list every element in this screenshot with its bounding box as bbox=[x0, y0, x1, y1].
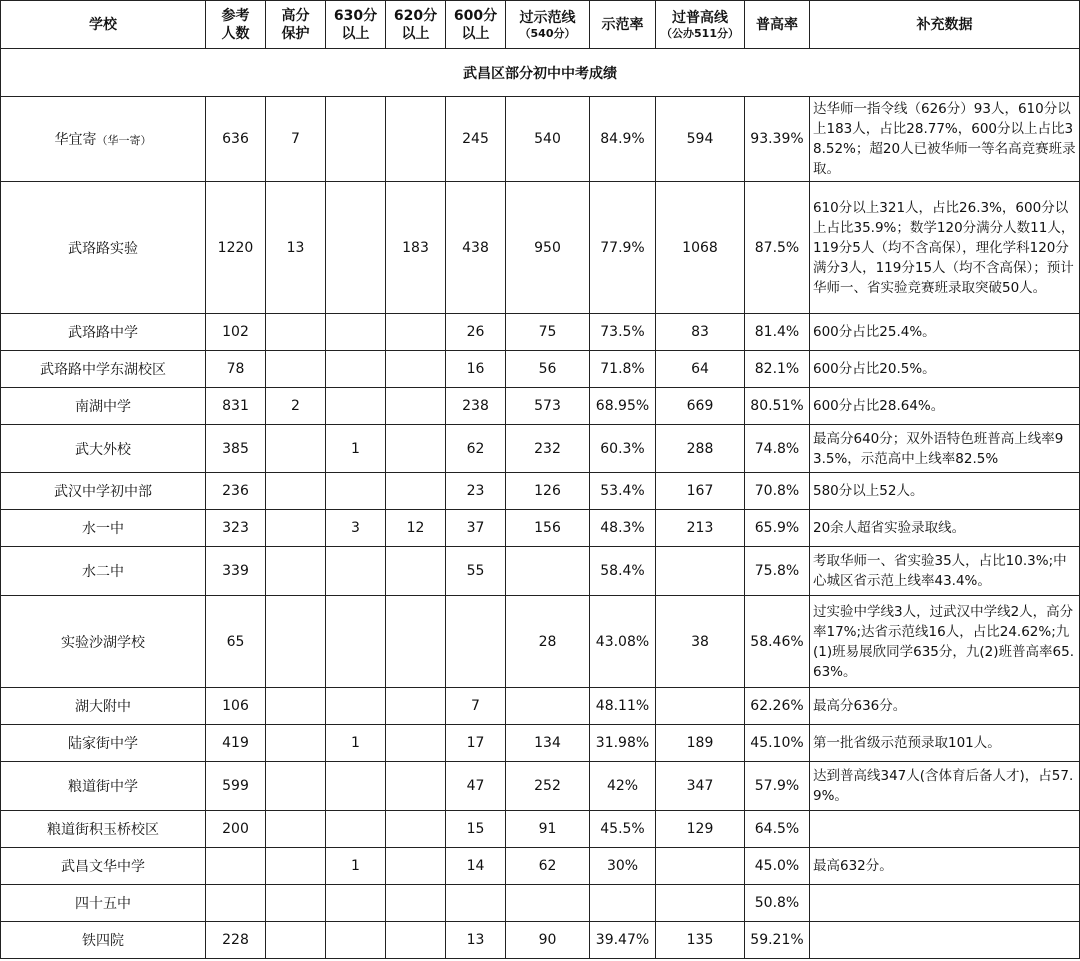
pass-high-cell bbox=[656, 688, 745, 725]
school-cell bbox=[1, 510, 206, 547]
demo-rate-cell: 30% bbox=[590, 848, 656, 885]
above600-cell: 14 bbox=[446, 848, 506, 885]
high-protect-cell bbox=[266, 425, 326, 473]
above620-cell bbox=[386, 885, 446, 922]
above630-cell bbox=[326, 473, 386, 510]
above620-cell bbox=[386, 811, 446, 848]
above600-cell: 238 bbox=[446, 388, 506, 425]
high-protect-cell bbox=[266, 596, 326, 688]
demo-rate-cell: 43.08% bbox=[590, 596, 656, 688]
demo-rate-cell: 48.3% bbox=[590, 510, 656, 547]
demo-rate-cell: 39.47% bbox=[590, 922, 656, 959]
supplement-cell: 达华师一指令线（626分）93人，610分以上183人，占比28.77%，600分以上占比38.52%；超20人已被华师一等名高竞赛班录取。 bbox=[810, 97, 1080, 182]
table-row bbox=[1, 182, 1080, 314]
above620-cell bbox=[386, 547, 446, 596]
participants-cell: 78 bbox=[206, 351, 266, 388]
above600-cell: 55 bbox=[446, 547, 506, 596]
above630-cell bbox=[326, 811, 386, 848]
school-name: 铁四院 bbox=[82, 933, 124, 949]
participants-cell: 106 bbox=[206, 688, 266, 725]
pass-demo-cell bbox=[506, 885, 590, 922]
above620-cell bbox=[386, 351, 446, 388]
school-cell bbox=[1, 97, 206, 182]
supplement-cell: 580分以上52人。 bbox=[810, 473, 1080, 510]
pass-high-cell: 129 bbox=[656, 811, 745, 848]
above630-cell bbox=[326, 182, 386, 314]
supplement-cell bbox=[810, 885, 1080, 922]
pass-high-cell: 167 bbox=[656, 473, 745, 510]
above600-cell: 62 bbox=[446, 425, 506, 473]
above600-cell: 13 bbox=[446, 922, 506, 959]
above600-cell: 16 bbox=[446, 351, 506, 388]
high-protect-cell bbox=[266, 688, 326, 725]
school-name: 湖大附中 bbox=[75, 699, 131, 715]
school-name: 武大外校 bbox=[75, 441, 131, 458]
above600-cell bbox=[446, 596, 506, 688]
header-row bbox=[1, 1, 1080, 49]
supplement-cell bbox=[810, 922, 1080, 959]
school-cell bbox=[1, 922, 206, 959]
pass-high-cell: 1068 bbox=[656, 182, 745, 314]
demo-rate-cell: 71.8% bbox=[590, 351, 656, 388]
pass-demo-cell bbox=[506, 547, 590, 596]
participants-cell: 228 bbox=[206, 922, 266, 959]
high-rate-cell: 64.5% bbox=[745, 811, 810, 848]
table-row bbox=[1, 388, 1080, 425]
pass-high-cell bbox=[656, 885, 745, 922]
above620-cell: 183 bbox=[386, 182, 446, 314]
pass-high-cell bbox=[656, 848, 745, 885]
demo-rate-cell: 31.98% bbox=[590, 725, 656, 762]
demo-rate-cell: 60.3% bbox=[590, 425, 656, 473]
supplement-cell: 最高632分。 bbox=[810, 848, 1080, 885]
participants-cell: 419 bbox=[206, 725, 266, 762]
high-protect-cell: 2 bbox=[266, 388, 326, 425]
high-rate-cell: 57.9% bbox=[745, 762, 810, 811]
table-row bbox=[1, 596, 1080, 688]
table-row bbox=[1, 885, 1080, 922]
supplement-cell: 600分占比25.4%。 bbox=[810, 314, 1080, 351]
above600-cell: 47 bbox=[446, 762, 506, 811]
supplement-cell: 最高分636分。 bbox=[810, 688, 1080, 725]
above630-cell bbox=[326, 922, 386, 959]
demo-rate-cell: 48.11% bbox=[590, 688, 656, 725]
school-cell bbox=[1, 762, 206, 811]
pass-demo-cell: 156 bbox=[506, 510, 590, 547]
high-rate-cell: 65.9% bbox=[745, 510, 810, 547]
above600-cell: 17 bbox=[446, 725, 506, 762]
above630-cell bbox=[326, 762, 386, 811]
school-cell bbox=[1, 182, 206, 314]
above630-cell bbox=[326, 547, 386, 596]
school-name: 南湖中学 bbox=[75, 399, 131, 415]
pass-high-cell: 189 bbox=[656, 725, 745, 762]
above620-cell bbox=[386, 688, 446, 725]
school-cell bbox=[1, 425, 206, 473]
supplement-cell: 过实验中学线3人，过武汉中学线2人，高分率17%;达省示范线16人，占比24.62%;九(1)班易展欣同学635分，九(2)班普高率65.63%。 bbox=[810, 596, 1080, 688]
above600-cell: 245 bbox=[446, 97, 506, 182]
header-above600: 600分 以上 bbox=[446, 1, 506, 49]
table-row bbox=[1, 547, 1080, 596]
pass-high-cell: 288 bbox=[656, 425, 745, 473]
above600-cell: 7 bbox=[446, 688, 506, 725]
header-high-protect: 高分 保护 bbox=[266, 1, 326, 49]
supplement-cell: 20余人超省实验录取线。 bbox=[810, 510, 1080, 547]
above620-cell bbox=[386, 762, 446, 811]
high-rate-cell: 74.8% bbox=[745, 425, 810, 473]
pass-high-cell bbox=[656, 547, 745, 596]
header-above630: 630分 以上 bbox=[326, 1, 386, 49]
pass-demo-cell: 56 bbox=[506, 351, 590, 388]
above630-cell bbox=[326, 885, 386, 922]
high-rate-cell: 70.8% bbox=[745, 473, 810, 510]
school-name: 粮道街中学 bbox=[68, 779, 138, 795]
pass-demo-cell: 252 bbox=[506, 762, 590, 811]
participants-cell: 236 bbox=[206, 473, 266, 510]
demo-rate-cell: 77.9% bbox=[590, 182, 656, 314]
table-row bbox=[1, 510, 1080, 547]
table-row bbox=[1, 351, 1080, 388]
high-protect-cell bbox=[266, 811, 326, 848]
above600-cell bbox=[446, 885, 506, 922]
high-rate-cell: 50.8% bbox=[745, 885, 810, 922]
school-name: 实验沙湖学校 bbox=[61, 634, 145, 651]
school-cell bbox=[1, 688, 206, 725]
above630-cell bbox=[326, 596, 386, 688]
demo-rate-cell: 84.9% bbox=[590, 97, 656, 182]
above630-cell: 1 bbox=[326, 848, 386, 885]
demo-rate-cell: 68.95% bbox=[590, 388, 656, 425]
high-protect-cell bbox=[266, 848, 326, 885]
pass-demo-cell: 540 bbox=[506, 97, 590, 182]
participants-cell: 339 bbox=[206, 547, 266, 596]
demo-rate-cell bbox=[590, 885, 656, 922]
above620-cell bbox=[386, 314, 446, 351]
supplement-cell: 600分占比20.5%。 bbox=[810, 351, 1080, 388]
participants-cell: 599 bbox=[206, 762, 266, 811]
high-protect-cell bbox=[266, 314, 326, 351]
pass-demo-cell: 75 bbox=[506, 314, 590, 351]
high-protect-cell bbox=[266, 473, 326, 510]
header-pass-high: 过普高线 （公办511分） bbox=[656, 1, 745, 49]
high-protect-cell bbox=[266, 510, 326, 547]
table-row bbox=[1, 811, 1080, 848]
pass-high-cell: 83 bbox=[656, 314, 745, 351]
demo-rate-cell: 73.5% bbox=[590, 314, 656, 351]
above630-cell bbox=[326, 351, 386, 388]
high-rate-cell: 59.21% bbox=[745, 922, 810, 959]
high-rate-cell: 75.8% bbox=[745, 547, 810, 596]
supplement-cell: 最高分640分；双外语特色班普高上线率93.5%，示范高中上线率82.5% bbox=[810, 425, 1080, 473]
participants-cell: 323 bbox=[206, 510, 266, 547]
pass-demo-cell: 91 bbox=[506, 811, 590, 848]
high-protect-cell bbox=[266, 351, 326, 388]
above600-cell: 438 bbox=[446, 182, 506, 314]
above630-cell: 3 bbox=[326, 510, 386, 547]
school-cell bbox=[1, 885, 206, 922]
participants-cell bbox=[206, 848, 266, 885]
pass-high-cell: 594 bbox=[656, 97, 745, 182]
above600-cell: 15 bbox=[446, 811, 506, 848]
school-cell bbox=[1, 351, 206, 388]
above630-cell bbox=[326, 388, 386, 425]
high-protect-cell bbox=[266, 922, 326, 959]
high-rate-cell: 93.39% bbox=[745, 97, 810, 182]
table-row bbox=[1, 314, 1080, 351]
high-rate-cell: 82.1% bbox=[745, 351, 810, 388]
above630-cell: 1 bbox=[326, 725, 386, 762]
school-name: 陆家街中学 bbox=[68, 736, 138, 752]
school-cell bbox=[1, 314, 206, 351]
high-protect-cell: 7 bbox=[266, 97, 326, 182]
pass-high-cell: 669 bbox=[656, 388, 745, 425]
high-rate-cell: 81.4% bbox=[745, 314, 810, 351]
above620-cell: 12 bbox=[386, 510, 446, 547]
participants-cell: 385 bbox=[206, 425, 266, 473]
school-name: 四十五中 bbox=[75, 896, 131, 912]
above600-cell: 26 bbox=[446, 314, 506, 351]
school-name: 水二中 bbox=[82, 564, 124, 580]
high-rate-cell: 58.46% bbox=[745, 596, 810, 688]
participants-cell: 102 bbox=[206, 314, 266, 351]
supplement-cell bbox=[810, 811, 1080, 848]
supplement-cell: 610分以上321人，占比26.3%，600分以上占比35.9%；数学120分满分人数11人，119分5人（均不含高保），理化学科120分满分3人，119分15人（均不含高保）；预计华师一、省实验竞赛班录取突破50人。 bbox=[810, 182, 1080, 314]
table-row bbox=[1, 473, 1080, 510]
school-name: 武珞路实验 bbox=[68, 240, 138, 257]
above630-cell bbox=[326, 97, 386, 182]
participants-cell: 1220 bbox=[206, 182, 266, 314]
high-rate-cell: 87.5% bbox=[745, 182, 810, 314]
pass-demo-cell: 232 bbox=[506, 425, 590, 473]
pass-demo-cell: 90 bbox=[506, 922, 590, 959]
above630-cell: 1 bbox=[326, 425, 386, 473]
demo-rate-cell: 42% bbox=[590, 762, 656, 811]
above620-cell bbox=[386, 922, 446, 959]
header-above620: 620分 以上 bbox=[386, 1, 446, 49]
pass-high-cell: 135 bbox=[656, 922, 745, 959]
above620-cell bbox=[386, 473, 446, 510]
pass-high-cell: 213 bbox=[656, 510, 745, 547]
school-note: （华一寄） bbox=[96, 134, 152, 147]
supplement-cell: 达到普高线347人(含体育后备人才)，占57.9%。 bbox=[810, 762, 1080, 811]
above620-cell bbox=[386, 596, 446, 688]
school-cell bbox=[1, 388, 206, 425]
school-cell bbox=[1, 596, 206, 688]
school-name: 武昌文华中学 bbox=[61, 859, 145, 875]
header-demo-rate: 示范率 bbox=[590, 1, 656, 49]
participants-cell bbox=[206, 885, 266, 922]
table-row bbox=[1, 762, 1080, 811]
above620-cell bbox=[386, 848, 446, 885]
high-protect-cell bbox=[266, 885, 326, 922]
school-name: 水一中 bbox=[82, 521, 124, 537]
school-cell bbox=[1, 848, 206, 885]
header-participants: 参考 人数 bbox=[206, 1, 266, 49]
high-rate-cell: 62.26% bbox=[745, 688, 810, 725]
above630-cell bbox=[326, 314, 386, 351]
demo-rate-cell: 58.4% bbox=[590, 547, 656, 596]
high-rate-cell: 45.0% bbox=[745, 848, 810, 885]
school-cell bbox=[1, 811, 206, 848]
table-row bbox=[1, 725, 1080, 762]
pass-high-cell: 64 bbox=[656, 351, 745, 388]
high-protect-cell bbox=[266, 547, 326, 596]
participants-cell: 200 bbox=[206, 811, 266, 848]
above630-cell bbox=[326, 688, 386, 725]
school-name: 武汉中学初中部 bbox=[54, 484, 152, 500]
table-row bbox=[1, 425, 1080, 473]
participants-cell: 831 bbox=[206, 388, 266, 425]
table-title: 武昌区部分初中中考成绩 bbox=[1, 49, 1080, 97]
pass-demo-cell: 134 bbox=[506, 725, 590, 762]
pass-high-cell: 38 bbox=[656, 596, 745, 688]
header-high-rate: 普高率 bbox=[745, 1, 810, 49]
school-cell bbox=[1, 547, 206, 596]
demo-rate-cell: 45.5% bbox=[590, 811, 656, 848]
supplement-cell: 600分占比28.64%。 bbox=[810, 388, 1080, 425]
above620-cell bbox=[386, 97, 446, 182]
pass-demo-cell: 62 bbox=[506, 848, 590, 885]
demo-rate-cell: 53.4% bbox=[590, 473, 656, 510]
school-cell bbox=[1, 473, 206, 510]
pass-demo-cell: 126 bbox=[506, 473, 590, 510]
above620-cell bbox=[386, 425, 446, 473]
table-body bbox=[1, 97, 1080, 959]
pass-high-cell: 347 bbox=[656, 762, 745, 811]
school-name: 华宜寄 bbox=[54, 132, 97, 148]
above600-cell: 23 bbox=[446, 473, 506, 510]
school-cell bbox=[1, 725, 206, 762]
participants-cell: 636 bbox=[206, 97, 266, 182]
above620-cell bbox=[386, 725, 446, 762]
above600-cell: 37 bbox=[446, 510, 506, 547]
participants-cell: 65 bbox=[206, 596, 266, 688]
header-school: 学校 bbox=[1, 1, 206, 49]
table-row bbox=[1, 97, 1080, 182]
table-row bbox=[1, 922, 1080, 959]
pass-demo-cell bbox=[506, 688, 590, 725]
school-name: 武珞路中学东湖校区 bbox=[40, 362, 166, 378]
high-protect-cell: 13 bbox=[266, 182, 326, 314]
high-protect-cell bbox=[266, 762, 326, 811]
high-protect-cell bbox=[266, 725, 326, 762]
high-rate-cell: 45.10% bbox=[745, 725, 810, 762]
pass-demo-cell: 28 bbox=[506, 596, 590, 688]
above620-cell bbox=[386, 388, 446, 425]
header-pass-demo: 过示范线 （540分） bbox=[506, 1, 590, 49]
supplement-cell: 第一批省级示范预录取101人。 bbox=[810, 725, 1080, 762]
school-name: 武珞路中学 bbox=[68, 325, 138, 341]
pass-demo-cell: 950 bbox=[506, 182, 590, 314]
table-row bbox=[1, 848, 1080, 885]
school-name: 粮道街积玉桥校区 bbox=[47, 822, 159, 838]
high-rate-cell: 80.51% bbox=[745, 388, 810, 425]
pass-demo-cell: 573 bbox=[506, 388, 590, 425]
header-supplement: 补充数据 bbox=[810, 1, 1080, 49]
supplement-cell: 考取华师一、省实验35人，占比10.3%;中心城区省示范上线率43.4%。 bbox=[810, 547, 1080, 596]
table-row bbox=[1, 688, 1080, 725]
